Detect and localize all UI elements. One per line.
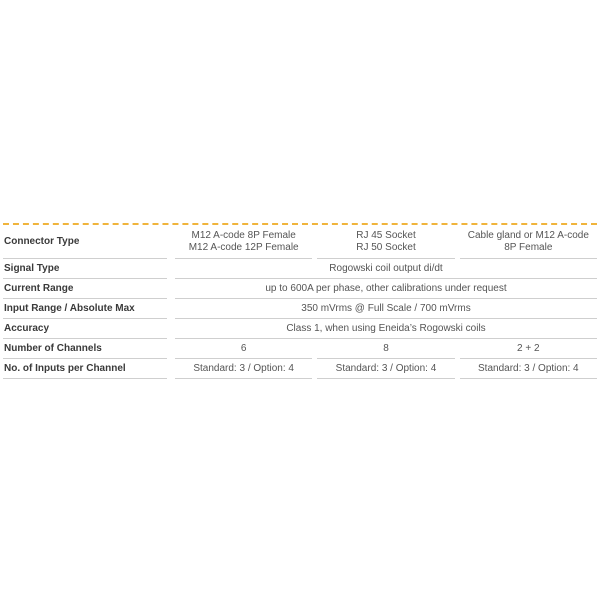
cell-line: M12 A-code 12P Female xyxy=(188,241,299,253)
table-cell: Class 1, when using Eneida’s Rogowski coils xyxy=(175,319,597,339)
table-row-signal-type xyxy=(3,259,597,279)
table-cell: up to 600A per phase, other calibrations under request xyxy=(175,279,597,299)
table-cell xyxy=(317,225,454,259)
spec-table xyxy=(3,223,597,379)
cell-line: RJ 50 Socket xyxy=(356,241,416,253)
row-label: Connector Type xyxy=(3,225,167,259)
table-row-current-range xyxy=(3,279,597,299)
table-cell: 6 xyxy=(175,339,312,359)
row-label: Signal Type xyxy=(3,259,167,279)
table-cell: 2 + 2 xyxy=(460,339,597,359)
row-cells xyxy=(167,259,597,279)
row-label: No. of Inputs per Channel xyxy=(3,359,167,379)
cell-line: M12 A-code 8P Female xyxy=(191,229,296,241)
table-row-number-of-channels xyxy=(3,339,597,359)
table-cell: Standard: 3 / Option: 4 xyxy=(460,359,597,379)
row-label: Current Range xyxy=(3,279,167,299)
cell-line: RJ 45 Socket xyxy=(356,229,416,241)
table-cell xyxy=(175,225,312,259)
table-cell: 350 mVrms @ Full Scale / 700 mVrms xyxy=(175,299,597,319)
row-cells xyxy=(167,359,597,379)
row-cells xyxy=(167,225,597,259)
row-cells xyxy=(167,339,597,359)
row-label: Accuracy xyxy=(3,319,167,339)
cell-line: 8P Female xyxy=(504,241,553,253)
table-row-accuracy xyxy=(3,319,597,339)
table-row-connector-type xyxy=(3,225,597,259)
table-row-inputs-per-channel xyxy=(3,359,597,379)
table-cell xyxy=(460,225,597,259)
table-cell: Rogowski coil output di/dt xyxy=(175,259,597,279)
table-cell: Standard: 3 / Option: 4 xyxy=(175,359,312,379)
row-cells xyxy=(167,319,597,339)
row-label: Number of Channels xyxy=(3,339,167,359)
row-cells xyxy=(167,279,597,299)
table-cell: Standard: 3 / Option: 4 xyxy=(317,359,454,379)
cell-line: Cable gland or M12 A-code xyxy=(467,229,589,241)
table-cell: 8 xyxy=(317,339,454,359)
row-label: Input Range / Absolute Max xyxy=(3,299,167,319)
table-row-input-range xyxy=(3,299,597,319)
row-cells xyxy=(167,299,597,319)
